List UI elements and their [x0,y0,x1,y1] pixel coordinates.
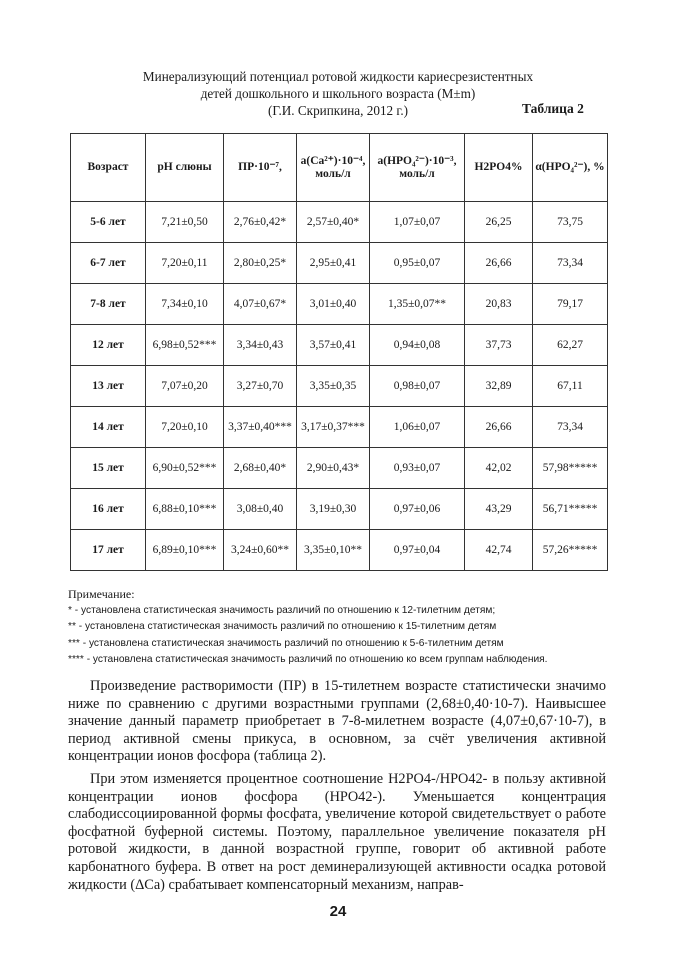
value-cell: 67,11 [533,366,608,407]
value-cell: 2,76±0,42* [224,202,297,243]
column-header: ПР·10⁻⁷, [224,134,297,202]
value-cell: 2,90±0,43* [297,448,370,489]
value-cell: 3,01±0,40 [297,284,370,325]
value-cell: 3,19±0,30 [297,489,370,530]
table-row [71,489,608,530]
value-cell: 56,71***** [533,489,608,530]
note-item: *** - установлена статистическая значимость различий по отношению к 5-6-тилетним детям [68,637,504,649]
value-cell: 3,08±0,40 [224,489,297,530]
body-paragraph-1 [68,678,606,766]
table-row [71,325,608,366]
value-cell: 2,95±0,41 [297,243,370,284]
value-cell: 73,75 [533,202,608,243]
value-cell: 62,27 [533,325,608,366]
value-cell: 3,37±0,40*** [224,407,297,448]
table-row [71,243,608,284]
value-cell: 26,66 [465,243,533,284]
column-header: α(HPO₄²⁻), % [533,134,608,202]
age-cell: 16 лет [71,489,146,530]
caption-line-1: Минерализующий потенциал ротовой жидкости кариесрезистентных [142,69,534,84]
value-cell: 3,34±0,43 [224,325,297,366]
value-cell: 57,98***** [533,448,608,489]
table-row [71,202,608,243]
caption-line-3: (Г.И. Скрипкина, 2012 г.) [267,103,409,118]
value-cell: 3,27±0,70 [224,366,297,407]
value-cell: 73,34 [533,407,608,448]
value-cell: 3,24±0,60** [224,530,297,571]
table-row [71,284,608,325]
value-cell: 32,89 [465,366,533,407]
notes-title: Примечание: [68,587,135,601]
value-cell: 26,25 [465,202,533,243]
notes [68,586,548,669]
table-row [71,366,608,407]
note-item: * - установлена статистическая значимость различий по отношению к 12-тилетним детям; [68,604,496,616]
value-cell: 1,35±0,07** [370,284,465,325]
table-header-row [71,134,608,202]
column-header: a(Ca²⁺)·10⁻⁴, моль/л [297,134,370,202]
body-paragraph-2 [68,771,606,894]
value-cell: 7,20±0,10 [146,407,224,448]
paragraph-text: Произведение растворимости (ПР) в 15-тилетнем возрасте статистически значимо ниже по сравнению с другими возрастными группами (2,68±0,40·10-7). Наивысшее значение данный параметр приобретает в 7-8-милетнем возрасте (4,07±0,67·10-7), в период активной смены прикуса, в основном, за счёт увеличения активной концентрации ионов фосфора (таблица 2). [68,678,606,765]
value-cell: 7,34±0,10 [146,284,224,325]
value-cell: 0,93±0,07 [370,448,465,489]
table-row [71,448,608,489]
column-header: a(HPO₄²⁻)·10⁻³, моль/л [370,134,465,202]
value-cell: 7,21±0,50 [146,202,224,243]
value-cell: 0,94±0,08 [370,325,465,366]
age-cell: 13 лет [71,366,146,407]
value-cell: 42,02 [465,448,533,489]
age-cell: 5-6 лет [71,202,146,243]
value-cell: 0,97±0,04 [370,530,465,571]
value-cell: 3,35±0,35 [297,366,370,407]
age-cell: 12 лет [71,325,146,366]
value-cell: 0,97±0,06 [370,489,465,530]
column-header: pH слюны [146,134,224,202]
value-cell: 7,20±0,11 [146,243,224,284]
age-cell: 17 лет [71,530,146,571]
paragraph-text: При этом изменяется процентное соотношение H2PO4-/HPO42- в пользу активной концентрации ионов фосфора (HPO42-). Уменьшается концентрация слабодиссоциированной формы фосфата, увеличение которой свидетельствует о работе фосфатной буферной системы. Поэтому, параллельное увеличение показателя pH ротовой жидкости, в данной возрастной группе, говорит об активной работе карбонатного буфера. В ответ на рост деминерализующей активности осадка ротовой жидкости (ΔCa) срабатывает компенсаторный механизм, направ- [68,771,606,893]
value-cell: 1,07±0,07 [370,202,465,243]
value-cell: 73,34 [533,243,608,284]
value-cell: 3,35±0,10** [297,530,370,571]
value-cell: 79,17 [533,284,608,325]
value-cell: 1,06±0,07 [370,407,465,448]
value-cell: 37,73 [465,325,533,366]
value-cell: 2,57±0,40* [297,202,370,243]
age-cell: 6-7 лет [71,243,146,284]
value-cell: 20,83 [465,284,533,325]
table-row [71,530,608,571]
value-cell: 42,74 [465,530,533,571]
value-cell: 6,90±0,52*** [146,448,224,489]
value-cell: 0,98±0,07 [370,366,465,407]
value-cell: 26,66 [465,407,533,448]
value-cell: 3,57±0,41 [297,325,370,366]
table-body [71,202,608,571]
value-cell: 6,89±0,10*** [146,530,224,571]
age-cell: 15 лет [71,448,146,489]
note-item: **** - установлена статистическая значимость различий по отношению ко всем группам наблюдения. [68,654,548,665]
value-cell: 57,26***** [533,530,608,571]
age-cell: 14 лет [71,407,146,448]
value-cell: 0,95±0,07 [370,243,465,284]
column-header: Возраст [71,134,146,202]
page-number: 24 [329,903,347,920]
value-cell: 2,80±0,25* [224,243,297,284]
caption-line-2: детей дошкольного и школьного возраста (M±m) [200,86,476,101]
note-item: ** - установлена статистическая значимость различий по отношению к 15-тилетним детям [68,621,497,632]
value-cell: 43,29 [465,489,533,530]
value-cell: 6,98±0,52*** [146,325,224,366]
column-header: H2PO4% [465,134,533,202]
value-cell: 7,07±0,20 [146,366,224,407]
table-row [71,407,608,448]
age-cell: 7-8 лет [71,284,146,325]
data-table [70,133,608,571]
value-cell: 2,68±0,40* [224,448,297,489]
value-cell: 6,88±0,10*** [146,489,224,530]
table-label: Таблица 2 [522,101,584,116]
value-cell: 3,17±0,37*** [297,407,370,448]
value-cell: 4,07±0,67* [224,284,297,325]
